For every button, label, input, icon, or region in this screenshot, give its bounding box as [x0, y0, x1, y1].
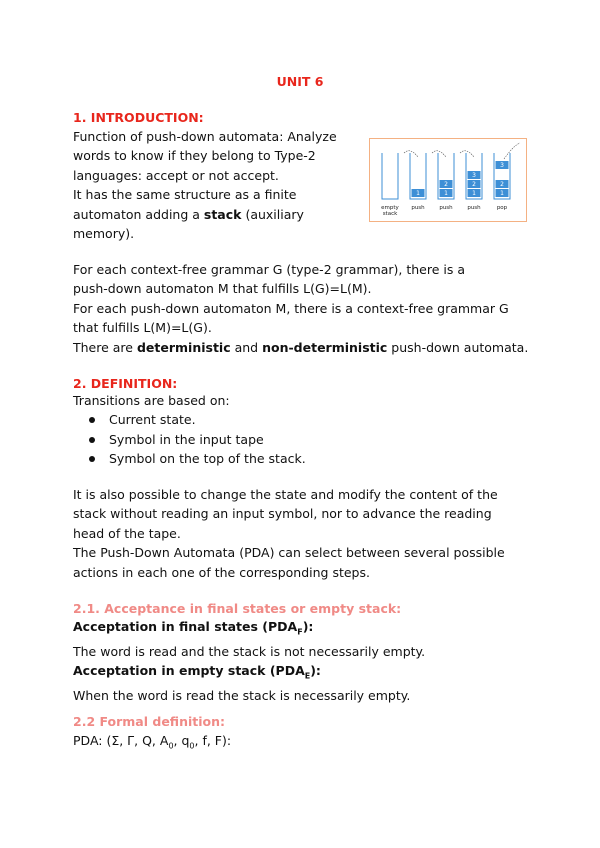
formal-definition	[73, 731, 231, 756]
stack-block-label: 3	[472, 172, 476, 180]
def-line: It is also possible to change the state and modify the content of the	[73, 487, 498, 502]
transition-bullets	[73, 410, 306, 469]
subscript: 0	[189, 741, 195, 751]
acceptance-heading: 2.1. Acceptance in final states or empty stack:	[73, 601, 402, 616]
intro-line	[73, 205, 337, 224]
push-arrow	[460, 151, 474, 157]
intro-line: Function of push-down automata: Analyze	[73, 129, 337, 144]
definition-intro: Transitions are based on:	[73, 393, 230, 408]
stack-step-label: push	[467, 205, 481, 211]
definition-heading: 2. DEFINITION:	[73, 376, 178, 391]
text-run: , q	[173, 733, 190, 748]
stack-column	[382, 153, 398, 199]
text-run: push-down automata.	[387, 339, 529, 355]
cfg-line: push-down automaton M that fulfills L(G)=L(M).	[73, 281, 372, 297]
text-run: Acceptation in empty stack (PDA	[73, 663, 305, 679]
cfg-line: For each context-free grammar G (type-2 grammar), there is a	[73, 262, 465, 277]
subscript: E	[304, 671, 311, 681]
stack-block-label: 2	[472, 181, 476, 189]
stack-step-label: push	[439, 205, 453, 211]
stack-block-label: 2	[500, 181, 504, 189]
popped-block-label: 3	[500, 162, 504, 170]
intro-line: words to know if they belong to Type-2	[73, 148, 316, 164]
intro-paragraph	[73, 127, 337, 243]
text-run: ):	[302, 619, 314, 634]
push-arrow	[404, 151, 418, 157]
cfg-paragraph	[73, 260, 528, 357]
push-arrow	[432, 151, 446, 157]
text-run: Acceptation in final states (PDA	[73, 619, 298, 634]
def-line: actions in each one of the corresponding steps.	[73, 564, 370, 580]
deterministic-bold: deterministic	[136, 339, 231, 355]
accept-empty-text: When the word is read the stack is necessarily empty.	[73, 688, 411, 704]
definition-paragraph	[73, 485, 505, 582]
stack-column	[410, 153, 426, 199]
text-run: There are	[73, 339, 137, 355]
def-line: head of the tape.	[73, 525, 181, 541]
text-run: , f, F):	[194, 733, 232, 748]
stack-step-label: push	[411, 205, 425, 211]
stack-step-label: empty stack	[381, 205, 399, 217]
text-run: ):	[310, 663, 321, 679]
intro-heading: 1. INTRODUCTION:	[73, 110, 204, 125]
cfg-line: For each push-down automaton M, there is a context-free grammar G	[73, 300, 509, 316]
stack-column	[494, 153, 510, 199]
intro-line: memory).	[73, 226, 135, 242]
list-item: Current state.	[73, 410, 306, 430]
accept-final-text: The word is read and the stack is not necessarily empty.	[73, 643, 426, 659]
stack-bold: stack	[203, 206, 242, 222]
text-run: (auxiliary	[241, 206, 304, 222]
cfg-line: that fulfills L(M)=L(G).	[73, 320, 212, 336]
stack-block-label: 1	[444, 190, 448, 198]
stack-block-label: 2	[444, 181, 448, 189]
non-deterministic-bold: non-deterministic	[262, 339, 388, 355]
stack-step-label: pop	[496, 205, 508, 211]
stack-column	[466, 153, 482, 199]
text-run: PDA: (Σ, Γ, Q, A	[73, 733, 169, 748]
accept-empty-label	[73, 661, 425, 686]
list-item: Symbol on the top of the stack.	[73, 449, 306, 469]
formal-heading: 2.2 Formal definition:	[73, 714, 225, 729]
accept-final-label	[73, 617, 425, 642]
intro-line: languages: accept or not accept.	[73, 167, 279, 183]
stack-figure	[369, 138, 527, 222]
def-line: stack without reading an input symbol, nor to advance the reading	[73, 506, 492, 522]
types-line	[73, 338, 528, 357]
stack-block-label: 1	[472, 190, 476, 198]
list-item: Symbol in the input tape	[73, 430, 306, 450]
text-run: automaton adding a	[73, 206, 204, 222]
page-title: UNIT 6	[276, 74, 324, 89]
stack-block-label: 1	[500, 190, 504, 198]
subscript: F	[297, 627, 303, 637]
pop-arrow	[504, 143, 520, 159]
stack-column	[438, 153, 454, 199]
acceptance-paragraph	[73, 617, 425, 706]
def-line: The Push-Down Automata (PDA) can select between several possible	[73, 545, 505, 561]
subscript: 0	[168, 741, 174, 751]
intro-line: It has the same structure as a finite	[73, 187, 297, 203]
text-run: and	[230, 339, 263, 355]
stack-block-label: 1	[416, 190, 420, 198]
